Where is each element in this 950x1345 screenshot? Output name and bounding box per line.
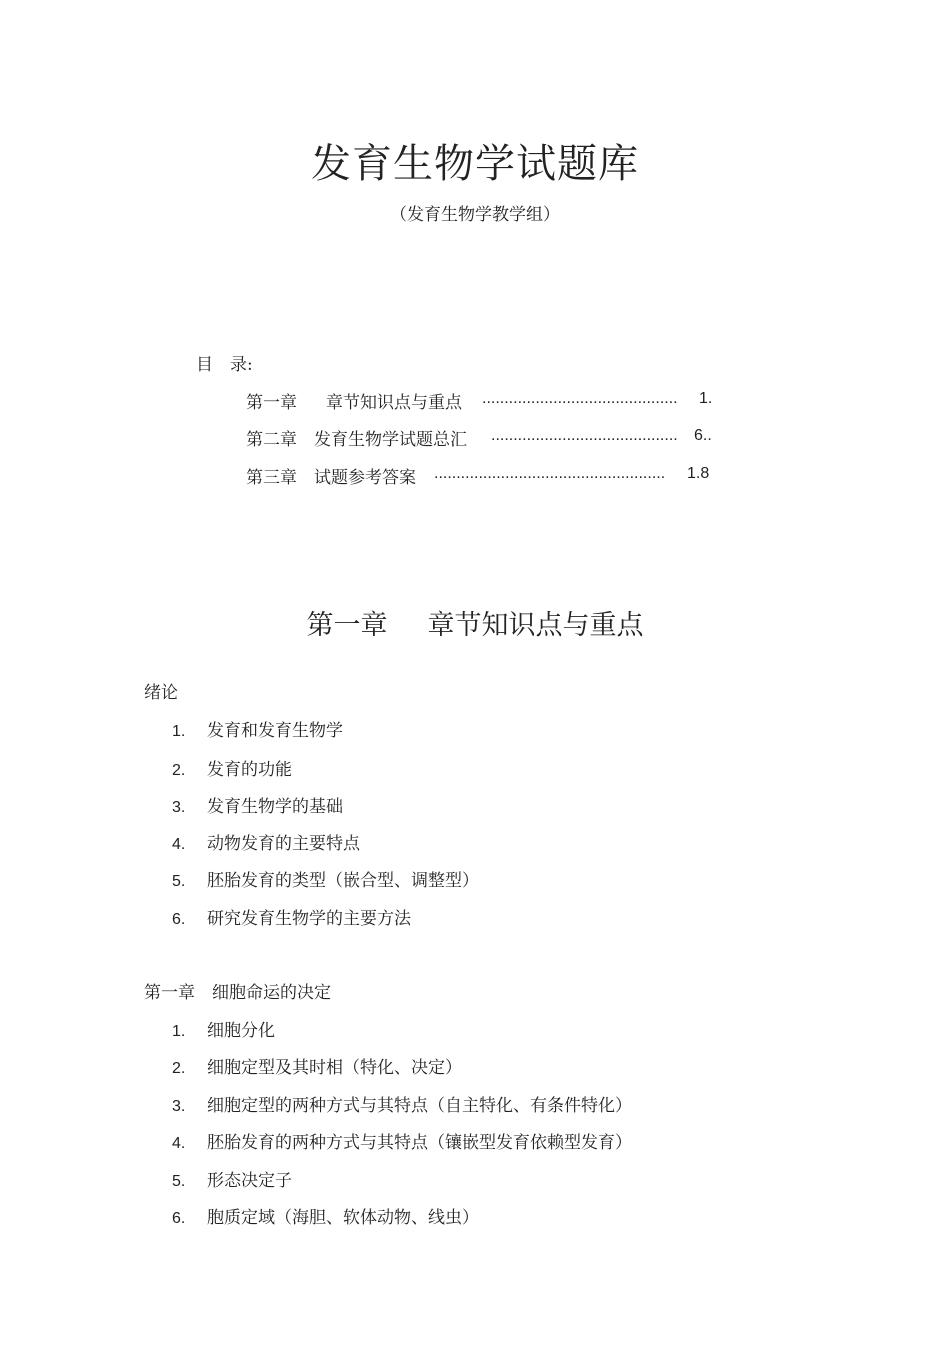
- toc-page-number: 1.: [699, 390, 713, 407]
- list-item-number: 4.: [172, 836, 186, 853]
- list-item-text: 细胞定型的两种方式与其特点（自主特化、有条件特化）: [207, 1096, 632, 1116]
- section-heading: 绪论: [144, 683, 178, 703]
- toc-leader-dots: ..........................................: [491, 427, 678, 444]
- list-item: [172, 1166, 292, 1191]
- toc-entry[interactable]: [246, 463, 710, 488]
- list-item-text: 发育生物学的基础: [207, 797, 343, 817]
- list-item-number: 6.: [172, 911, 186, 928]
- list-item-number: 4.: [172, 1135, 186, 1152]
- toc-heading: 目 录:: [196, 355, 253, 375]
- list-item-text: 细胞定型及其时相（特化、决定）: [207, 1058, 462, 1078]
- toc-page-number: 6..: [694, 427, 712, 444]
- list-item-text: 形态决定子: [207, 1171, 292, 1191]
- toc-entry-label: 第一章: [246, 393, 297, 413]
- list-item-number: 6.: [172, 1210, 186, 1227]
- list-item-number: 5.: [172, 873, 186, 890]
- document-subtitle: （发育生物学教学组）: [390, 205, 560, 225]
- toc-page-number: 1.8: [687, 465, 710, 482]
- chapter-label: 第一章: [306, 610, 388, 641]
- list-item-number: 2.: [172, 1060, 186, 1077]
- list-item-text: 研究发育生物学的主要方法: [207, 909, 411, 929]
- list-item: [172, 755, 292, 780]
- list-item: [172, 904, 411, 929]
- toc-entry-title: 章节知识点与重点: [326, 393, 462, 413]
- toc-entry[interactable]: [246, 425, 712, 450]
- list-item: [172, 1016, 275, 1041]
- list-item-text: 胞质定域（海胆、软体动物、线虫）: [207, 1208, 479, 1228]
- list-item-text: 发育和发育生物学: [207, 721, 343, 741]
- toc-entry-title: 试题参考答案: [314, 468, 416, 488]
- list-item: [172, 829, 360, 854]
- list-item-text: 细胞分化: [207, 1021, 275, 1041]
- toc-entry-label: 第二章: [246, 430, 297, 450]
- list-item-number: 3.: [172, 799, 186, 816]
- list-item-text: 胚胎发育的两种方式与其特点（镶嵌型发育依赖型发育）: [207, 1133, 632, 1153]
- list-item-text: 动物发育的主要特点: [207, 834, 360, 854]
- list-item: [172, 1053, 462, 1078]
- chapter-heading: [0, 603, 950, 642]
- list-item: [172, 1203, 479, 1228]
- toc-entry-label: 第三章: [246, 468, 297, 488]
- list-item-number: 5.: [172, 1173, 186, 1190]
- section-heading: 第一章 细胞命运的决定: [144, 983, 331, 1003]
- toc-entry-title: 发育生物学试题总汇: [314, 430, 467, 450]
- list-item-text: 发育的功能: [207, 760, 292, 780]
- list-item-number: 1.: [172, 723, 186, 740]
- toc-entry[interactable]: [246, 388, 713, 413]
- list-item-number: 2.: [172, 762, 186, 779]
- list-item: [172, 1128, 632, 1153]
- toc-leader-dots: ....................................................: [434, 465, 666, 482]
- list-item-number: 1.: [172, 1023, 186, 1040]
- list-item: [172, 716, 343, 741]
- toc-leader-dots: ............................................: [482, 390, 678, 407]
- document-title: 发育生物学试题库: [311, 141, 639, 187]
- list-item-text: 胚胎发育的类型（嵌合型、调整型）: [207, 871, 479, 891]
- list-item: [172, 1091, 632, 1116]
- list-item-number: 3.: [172, 1098, 186, 1115]
- list-item: [172, 866, 479, 891]
- list-item: [172, 792, 343, 817]
- chapter-title: 章节知识点与重点: [427, 610, 644, 641]
